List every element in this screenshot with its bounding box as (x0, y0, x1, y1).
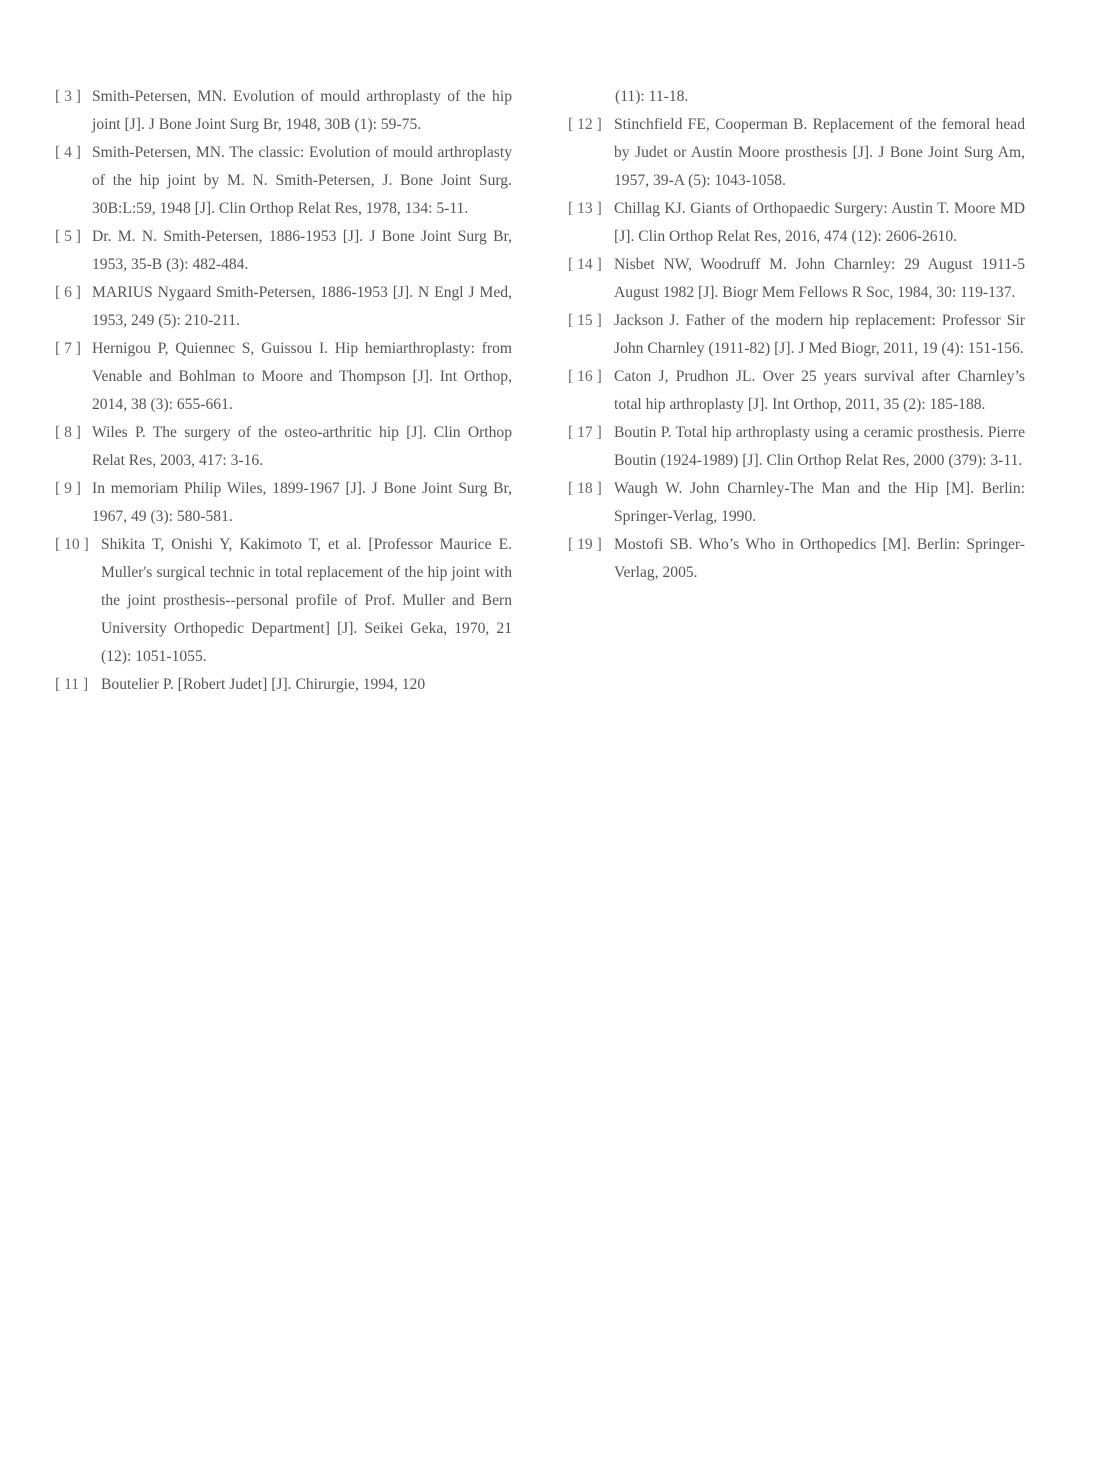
reference-item (55, 419, 512, 475)
reference-text: Shikita T, Onishi Y, Kakimoto T, et al. [Professor Maurice E. Muller's surgical technic in total replacement of the hip joint with the joint prosthesis--personal profile of Prof. Muller and Bern University Orthopedic Department] [J]. Seikei Geka, 1970, 21 (12): 1051-1055. (101, 536, 512, 665)
reference-item (568, 363, 1025, 419)
reference-number: [ 14 ] (568, 256, 602, 273)
reference-item (568, 419, 1025, 475)
reference-number: [ 16 ] (568, 368, 602, 385)
reference-number: [ 10 ] (55, 536, 89, 553)
reference-number: [ 5 ] (55, 228, 81, 245)
reference-text: Mostofi SB. Who’s Who in Orthopedics [M]. Berlin: Springer-Verlag, 2005. (614, 536, 1025, 581)
reference-number: [ 13 ] (568, 200, 602, 217)
reference-text: Stinchfield FE, Cooperman B. Replacement of the femoral head by Judet or Austin Moore prosthesis [J]. J Bone Joint Surg Am, 1957, 39-A (5): 1043-1058. (614, 116, 1025, 189)
reference-number: [ 6 ] (55, 284, 81, 301)
reference-text: Boutin P. Total hip arthroplasty using a ceramic prosthesis. Pierre Boutin (1924-1989) [J]. Clin Orthop Relat Res, 2000 (379): 3-11. (614, 424, 1025, 469)
reference-item (55, 223, 512, 279)
reference-number: [ 3 ] (55, 88, 81, 105)
reference-item (568, 111, 1025, 195)
reference-number: [ 12 ] (568, 116, 602, 133)
reference-item (55, 475, 512, 531)
reference-number: [ 19 ] (568, 536, 602, 553)
reference-item (55, 671, 512, 699)
reference-item (568, 251, 1025, 307)
reference-number: [ 11 ] (55, 676, 89, 693)
reference-item (55, 139, 512, 223)
reference-number: [ 17 ] (568, 424, 602, 441)
reference-number: [ 8 ] (55, 424, 81, 441)
reference-text: In memoriam Philip Wiles, 1899-1967 [J]. J Bone Joint Surg Br, 1967, 49 (3): 580-581. (92, 480, 512, 525)
reference-text: Waugh W. John Charnley-The Man and the Hip [M]. Berlin: Springer-Verlag, 1990. (614, 480, 1025, 525)
reference-item (568, 531, 1025, 587)
reference-text: Hernigou P, Quiennec S, Guissou I. Hip hemiarthroplasty: from Venable and Bohlman to Moore and Thompson [J]. Int Orthop, 2014, 38 (3): 655-661. (92, 340, 512, 413)
reference-continuation: (11): 11-18. (615, 88, 689, 105)
reference-number: [ 7 ] (55, 340, 81, 357)
references-left-column (55, 83, 512, 699)
reference-text: Dr. M. N. Smith-Petersen, 1886-1953 [J]. J Bone Joint Surg Br, 1953, 35-B (3): 482-484. (92, 228, 512, 273)
reference-item (568, 475, 1025, 531)
reference-text: Caton J, Prudhon JL. Over 25 years survival after Charnley’s total hip arthroplasty [J]. Int Orthop, 2011, 35 (2): 185-188. (614, 368, 1025, 413)
references-right-column (568, 83, 1025, 587)
reference-number: [ 4 ] (55, 144, 81, 161)
reference-number: [ 9 ] (55, 480, 81, 497)
reference-text: Jackson J. Father of the modern hip replacement: Professor Sir John Charnley (1911-82) [J]. J Med Biogr, 2011, 19 (4): 151-156. (614, 312, 1025, 357)
reference-text: Boutelier P. [Robert Judet] [J]. Chirurgie, 1994, 120 (101, 676, 426, 693)
reference-number: [ 18 ] (568, 480, 602, 497)
reference-text: Chillag KJ. Giants of Orthopaedic Surgery: Austin T. Moore MD [J]. Clin Orthop Relat Res, 2016, 474 (12): 2606-2610. (614, 200, 1025, 245)
reference-text: MARIUS Nygaard Smith-Petersen, 1886-1953 [J]. N Engl J Med, 1953, 249 (5): 210-211. (92, 284, 512, 329)
reference-number: [ 15 ] (568, 312, 602, 329)
reference-text: Smith-Petersen, MN. Evolution of mould arthroplasty of the hip joint [J]. J Bone Joint Surg Br, 1948, 30B (1): 59-75. (92, 88, 512, 133)
reference-item (55, 83, 512, 139)
reference-text: Wiles P. The surgery of the osteo-arthritic hip [J]. Clin Orthop Relat Res, 2003, 417: 3-16. (92, 424, 512, 469)
reference-item (568, 307, 1025, 363)
reference-text: Smith-Petersen, MN. The classic: Evolution of mould arthroplasty of the hip joint by M. N. Smith-Petersen, J. Bone Joint Surg. 30B:L:59, 1948 [J]. Clin Orthop Relat Res, 1978, 134: 5-11. (92, 144, 512, 217)
reference-text: Nisbet NW, Woodruff M. John Charnley: 29 August 1911-5 August 1982 [J]. Biogr Mem Fellows R Soc, 1984, 30: 119-137. (614, 256, 1025, 301)
reference-item (568, 195, 1025, 251)
reference-item (55, 531, 512, 671)
reference-item (55, 279, 512, 335)
reference-item (55, 335, 512, 419)
